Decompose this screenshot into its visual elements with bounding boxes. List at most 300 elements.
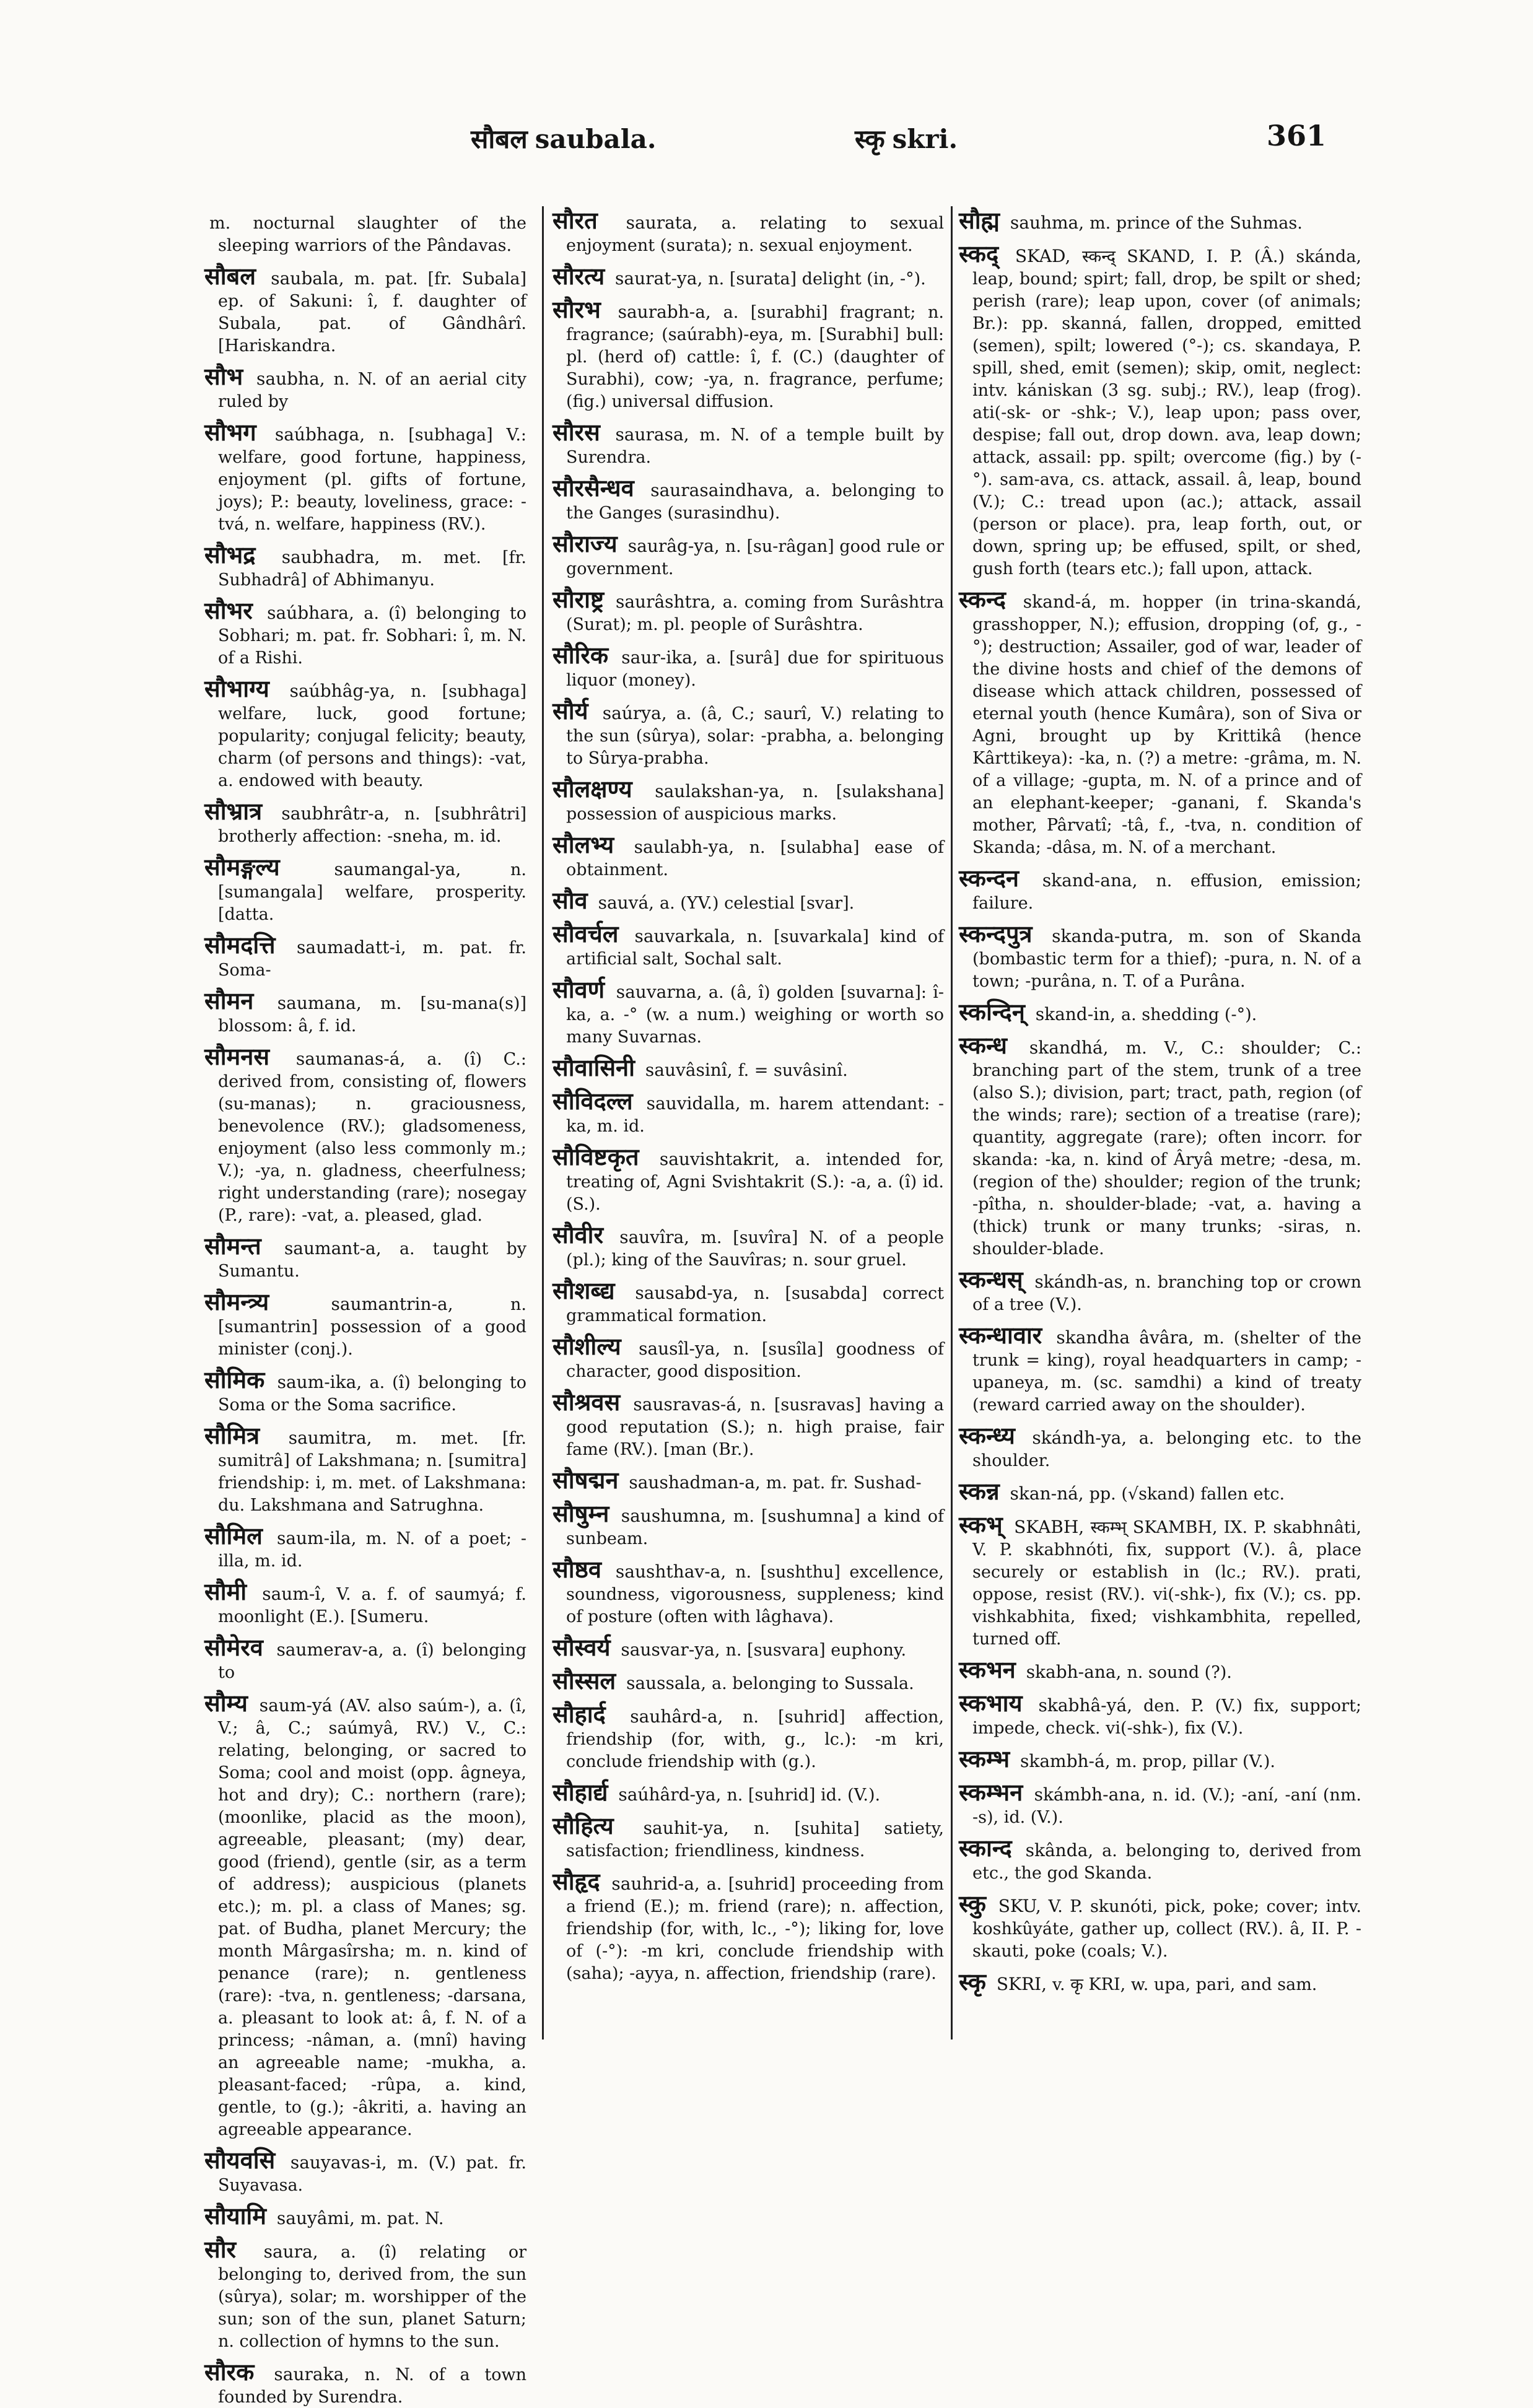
headword-transliteration: sauvarkala, (634, 926, 736, 946)
running-head-left (471, 121, 657, 156)
headword-transliteration: saumana, (277, 993, 362, 1013)
headword-devanagari: स्कन्दिन् (959, 998, 1025, 1026)
entry-definition: f. = suvâsinî. (738, 1061, 848, 1080)
entry-definition: a. belonging to, derived from etc., the god Skanda. (972, 1841, 1361, 1883)
dictionary-entry (552, 418, 944, 468)
headword-devanagari: स्कभाय (959, 1689, 1023, 1717)
dictionary-entry (552, 1388, 944, 1460)
entry-definition: m. pat. [fr. Subala] ep. of Sakuni: î, f. daughter of Subala, pat. of Gândhârî. [Hariskandra. (218, 269, 526, 356)
entry-definition: m. prince of the Suhmas. (1090, 214, 1303, 233)
headword-devanagari: सौवीर (552, 1221, 604, 1249)
entry-definition: n. [subhaga] V.: welfare, good fortune, happiness, enjoyment (pl. gifts of fortune, joys); P.: beauty, loveliness, grace: -tvá, n. welfare, happiness (RV.). (218, 425, 527, 534)
dictionary-entry (204, 2235, 526, 2352)
entry-definition: n. [sumangala] welfare, prosperity. [datta. (218, 860, 526, 924)
dictionary-entry (204, 2202, 526, 2230)
entry-definition: m. (shelter of the trunk = king), royal headquarters in camp; -upaneya, m. (sc. samdhi) a kind of treaty (reward carried away on the shoulder). (972, 1328, 1362, 1415)
headword-transliteration: skanda-putra, (1052, 926, 1174, 946)
headword-devanagari: सौभद्र (204, 541, 256, 569)
headword-transliteration: saulabh-ya, (634, 837, 735, 857)
headword-devanagari: सौम्य (204, 1689, 248, 1717)
headword-devanagari: सौस्सल (552, 1667, 616, 1695)
dictionary-entry (552, 1555, 944, 1628)
entry-definition: m. hopper (in trina-skandá, grasshopper, N.); effusion, dropping (of, g., -°); destruction; Assailer, god of war, leader of the divine hosts and chief of the demons of disease which attack children, possessed of eternal youth (hence Kumâra), son of Siva or Agni, brought up by Krittikâ (hence Kârttikeya): -ka, n. (?) a metre: -grâma, m. N. of a village; -gupta, m. N. of a prince and of an elephant-keeper; -ganani, f. Skanda's mother, Pârvatî; -tâ, f., -tva, n. condition of Skanda; -dâsa, m. N. of a merchant. (972, 593, 1361, 857)
headword-transliteration: skabh-ana, (1026, 1662, 1122, 1682)
entry-definition: a. [surabhi] fragrant; n. fragrance; (saúrabh)-eya, m. [Surabhi] bull: pl. (herd of) cattle: î, f. (C.) (daughter of Surabhi), cow; -ya, n. fragrance, perfume; (fig.) universal diffusion. (566, 303, 944, 411)
running-head-left-word: saubala. (535, 124, 657, 154)
headword-transliteration: sausabd-ya, (635, 1283, 739, 1303)
entry-definition: a. belonging to the Ganges (surasindhu). (566, 481, 944, 523)
headword-devanagari: सौमन्त्र्य (204, 1288, 269, 1315)
dictionary-entry (204, 1366, 527, 1416)
running-head-center (855, 121, 958, 156)
dictionary-entry (959, 1968, 1361, 1996)
dictionary-entry (552, 530, 944, 580)
headword-devanagari: सौवर्ण (552, 975, 605, 1003)
dictionary-entry (204, 596, 526, 669)
headword-transliteration: saurâshtra, (615, 591, 716, 612)
dictionary-entry (552, 585, 945, 635)
headword-transliteration: saumantrin-a, (331, 1294, 453, 1314)
headword-transliteration: skambh-á, (1020, 1751, 1111, 1771)
headword-devanagari: सौमी (204, 1577, 247, 1605)
headword-devanagari: सौमेरव (204, 1633, 263, 1661)
entry-definition: a. taught by Sumantu. (218, 1239, 526, 1281)
headword-devanagari: सौश्रवस (552, 1388, 621, 1416)
dictionary-entry (204, 797, 526, 847)
dictionary-entry (959, 1321, 1362, 1416)
dictionary-entry (552, 975, 944, 1048)
headword-transliteration: skandha âvâra, (1056, 1327, 1194, 1348)
dictionary-entry (204, 1689, 526, 2140)
entry-definition: m. met. [fr. Subhadrâ] of Abhimanyu. (218, 548, 526, 590)
headword-transliteration: skand-in, (1035, 1004, 1116, 1024)
dictionary-column-2 (552, 206, 945, 2142)
dictionary-entry (552, 1332, 944, 1382)
dictionary-entry (959, 1689, 1362, 1739)
dictionary-entry (204, 987, 526, 1037)
entry-definition: n. [sumantrin] possession of a good minister (conj.). (218, 1295, 527, 1359)
dictionary-entry (552, 641, 944, 691)
headword-devanagari: सौविदल्ल (552, 1087, 633, 1115)
entry-definition: m. V., C.: shoulder; C.: branching part of the stem, trunk of a tree (also S.); division, part; tract, path, region (of the winds; rare); section of a treatise (rare); quantity, aggregate (rare); often incorr. for skanda: -ka, n. kind of Âryâ metre; -desa, m. (region of the) shoulder; region of the trunk; -pîtha, n. shoulder-blade; -vat, a. having a (thick) trunk or many trunks; -siras, n. shoulder-blade. (972, 1039, 1361, 1259)
entry-definition: m. [suvîra] N. of a people (pl.); king of the Sauvîras; n. sour gruel. (566, 1228, 945, 1270)
entry-definition: m. N. of a temple built by Surendra. (566, 425, 944, 467)
headword-transliteration: sauvá, (598, 892, 655, 913)
headword-transliteration: sausravas-á, (633, 1394, 742, 1415)
headword-transliteration: saura, (263, 2241, 318, 2262)
headword-devanagari: सौरत्य (552, 262, 605, 290)
entry-definition: n. [susvara] euphony. (725, 1641, 907, 1660)
running-head-center-devanagari: स्कृ (855, 124, 885, 154)
dictionary-entry (552, 1221, 945, 1271)
headword-devanagari: सौवासिनी (552, 1054, 635, 1081)
headword-transliteration: skânda, (1025, 1840, 1094, 1861)
headword-transliteration: saúhârd-ya, (618, 1784, 722, 1805)
entry-definition: m. pat. fr. Sushad- (766, 1473, 922, 1493)
headword-transliteration: sauhit-ya, (643, 1818, 729, 1838)
headword-transliteration: saurata, (626, 212, 698, 233)
entry-definition: m. met. [fr. sumitrâ] of Lakshmana; n. [sumitra] friendship: i, m. met. of Lakshmana: du. Lakshmana and Satrughna. (218, 1429, 527, 1515)
headword-devanagari: सौमिल (204, 1522, 263, 1550)
entry-definition: a. (â, C.; saurî, V.) relating to the sun (sûrya), solar: -prabha, a. belonging to Sûrya-prabha. (566, 704, 945, 768)
headword-devanagari: स्कन्धावार (959, 1321, 1042, 1349)
headword-devanagari: सौरिक (552, 641, 609, 669)
entry-definition: n. effusion, emission; failure. (972, 871, 1361, 913)
entry-definition: n. [suhrid] id. (V.). (727, 1786, 881, 1805)
headword-devanagari: स्कन्ध्य (959, 1421, 1015, 1449)
headword-transliteration: saumant-a, (284, 1238, 382, 1259)
headword-transliteration: sauvîra, (619, 1227, 690, 1247)
dictionary-entry (204, 674, 526, 792)
entry-definition: n. id. (V.); -aní, -aní (nm. -s), id. (V.). (972, 1786, 1362, 1827)
dictionary-entry (204, 1633, 526, 1683)
dictionary-entry (204, 1522, 527, 1572)
dictionary-entry (959, 240, 1362, 580)
headword-devanagari: सौमङ्गल्य (204, 853, 280, 881)
headword-transliteration: sauyâmi, (276, 2208, 355, 2228)
headword-devanagari: सौयामि (204, 2202, 266, 2230)
dictionary-entry (552, 1667, 944, 1695)
headword-transliteration: SKU, (998, 1896, 1041, 1916)
headword-transliteration: saurâg-ya, (627, 536, 720, 556)
entry-definition: m. (V.) pat. fr. Suyavasa. (218, 2153, 526, 2195)
headword-devanagari: सौवर्चल (552, 920, 619, 948)
dictionary-entry (552, 1633, 944, 1661)
dictionary-entry (204, 1042, 526, 1226)
entry-definition: m. prop, pillar (V.). (1116, 1752, 1275, 1771)
dictionary-entry (204, 418, 527, 535)
dictionary-entry (959, 1421, 1362, 1472)
entry-definition: m. harem attendant: -ka, m. id. (566, 1094, 945, 1136)
entry-definition: m. [su-mana(s)] blossom: â, f. id. (218, 994, 526, 1036)
headword-transliteration: skándh-as, (1034, 1272, 1129, 1292)
dictionary-entry (959, 998, 1361, 1026)
dictionary-entry (959, 1265, 1362, 1315)
dictionary-entry (204, 1288, 527, 1360)
headword-transliteration: saubhrâtr-a, (281, 803, 390, 824)
dictionary-entry (959, 585, 1361, 858)
headword-devanagari: सौषुम्न (552, 1499, 609, 1527)
dictionary-entry (552, 295, 944, 412)
entry-definition: a. (î) relating or belonging to, derived from, the sun (sûrya), solar; m. worshipper of the sun; son of the sun, planet Saturn; n. collection of hymns to the sun. (218, 2243, 526, 2351)
headword-devanagari: सौभर (204, 596, 253, 624)
headword-transliteration: saum-ika, (277, 1372, 362, 1392)
headword-transliteration: SKAD, (1015, 246, 1071, 266)
entry-definition: a. belonging etc. to the shoulder. (972, 1429, 1362, 1470)
page-header (0, 0, 1533, 186)
dictionary-entry (552, 1276, 944, 1327)
headword-transliteration: saum-ila, (276, 1528, 357, 1548)
headword-devanagari: सौव (552, 886, 588, 914)
headword-transliteration: saumangal-ya, (334, 859, 461, 879)
headword-transliteration: skan-ná, (1010, 1483, 1084, 1504)
entry-definition: m. son of Skanda (bombastic term for a thief); -pura, n. N. of a town; -purâna, n. T. of a Purâna. (972, 927, 1361, 991)
headword-transliteration: saur-ika, (621, 647, 698, 668)
column-rule-1 (542, 206, 544, 2039)
entry-definition: n. [sulabha] ease of obtainment. (566, 838, 944, 879)
headword-transliteration: saushumna, (621, 1506, 727, 1526)
dictionary-entry (552, 474, 944, 524)
entry-definition: स्कन्द् SKAND, I. P. (Â.) skánda, leap, bound; spirt; fall, drop, be spilt or shed; perish (rare); leap upon, cover (of animals; Br.): pp. skanná, fallen, dropped, emitted (semen), spilt; lowered (°-); cs. skandaya, P. spill, shed, emit (semen); skip, omit, neglect: intv. kániskan (3 sg. subj.; RV.), leap (frog). ati(-sk- or -shk-; V.), leap upon; pass over, despise; fall out, drop down. ava, leap down; attack, assail: pp. spilt; overcome (fig.) by (-°). sam-ava, cs. attack, assail. â, leap, bound (V.); C.: tread upon (ac.); attack, assail (person or place). pra, leap forth, out, or down, spring up; be effused, spilt, or shed, gush forth (tears etc.); fall upon, attack. (972, 247, 1362, 578)
entry-definition: a. [suhrid] proceeding from a friend (E.); m. friend (rare); n. affection, friendship (for, with, lc., -°); liking for, love of (-°): -m kri, conclude friendship with (saha); -ayya, n. affection, friendship (rare). (566, 1875, 944, 1983)
headword-transliteration: saumerav-a, (276, 1639, 384, 1660)
dictionary-entry (552, 1499, 944, 1550)
headword-transliteration: sausîl-ya, (639, 1338, 721, 1359)
headword-devanagari: सौरसैन्धव (552, 474, 634, 502)
dictionary-entry (204, 1232, 526, 1282)
entry-definition: a. intended for, treating of, Agni Svishtakrit (S.): -a, a. (î) id. (S.). (566, 1150, 945, 1214)
headword-transliteration: skandhá, (1029, 1037, 1109, 1058)
dictionary-entry (552, 1143, 945, 1215)
headword-transliteration: skabhâ-yá, (1038, 1695, 1133, 1716)
headword-devanagari: सौरभ (552, 295, 601, 323)
headword-devanagari: सौरक (204, 2358, 255, 2386)
headword-devanagari: सौमनस (204, 1042, 270, 1070)
headword-transliteration: saumanas-á, (295, 1049, 406, 1069)
entry-definition: n. branching top or crown of a tree (V.). (972, 1273, 1362, 1314)
entry-definition: den. P. (V.) fix, support; impede, check. vi(-shk-), fix (V.). (972, 1696, 1362, 1738)
entry-definition: n. [suhita] satiety, satisfaction; friendliness, kindness. (566, 1819, 944, 1861)
headword-devanagari: स्कान्द (959, 1834, 1012, 1862)
headword-transliteration: sauvidalla, (646, 1093, 741, 1114)
entry-definition: n. [susravas] having a good reputation (S.); n. high praise, fair fame (RV.). [man (Br.). (566, 1395, 944, 1459)
headword-transliteration: saubha, (256, 369, 325, 389)
headword-transliteration: saúrya, (602, 703, 667, 723)
entry-definition: v. कृ KRI, w. upa, pari, and sam. (1052, 1975, 1317, 1994)
headword-devanagari: सौलक्षण्य (552, 775, 632, 803)
headword-devanagari: सौहार्द (552, 1700, 606, 1728)
headword-devanagari: स्कन्न (959, 1477, 1000, 1505)
dictionary-entry (204, 2358, 527, 2408)
dictionary-entry (552, 1700, 944, 1773)
headword-devanagari: सौबल (204, 262, 256, 290)
entry-definition: m. N. of a poet; -illa, m. id. (218, 1529, 527, 1571)
headword-devanagari: सौर (204, 2235, 237, 2263)
dictionary-entry (552, 1466, 944, 1494)
headword-transliteration: saúbhaga, (274, 424, 365, 445)
page-number: 361 (1267, 119, 1327, 152)
headword-devanagari: स्कभ् (959, 1511, 1003, 1538)
headword-transliteration: saúbhara, (267, 603, 354, 623)
entry-definition: n. N. of a town founded by Surendra. (218, 2365, 527, 2407)
headword-transliteration: sauhrid-a, (611, 1874, 700, 1894)
headword-transliteration: saurasaindhava, (650, 480, 794, 500)
dictionary-entry (959, 1031, 1361, 1260)
headword-devanagari: स्कन्ध (959, 1031, 1007, 1059)
dictionary-entry (959, 864, 1361, 914)
dictionary-entry (204, 1421, 527, 1516)
headword-devanagari: स्कृ (959, 1968, 986, 1996)
headword-devanagari: सौशील्य (552, 1332, 621, 1360)
entry-definition: a. relating to sexual enjoyment (surata); n. sexual enjoyment. (566, 214, 944, 255)
headword-devanagari: सौरत (552, 206, 598, 234)
dictionary-entry (959, 1834, 1361, 1884)
dictionary-entry (552, 1778, 944, 1806)
entry-definition: a. [surâ] due for spirituous liquor (money). (566, 648, 944, 690)
dictionary-entry (959, 1745, 1361, 1773)
headword-devanagari: सौमन (204, 987, 254, 1014)
dictionary-entry (552, 886, 944, 914)
column-rule-2 (951, 206, 953, 2039)
headword-devanagari: स्कन्दन (959, 864, 1019, 892)
headword-devanagari: स्कद् (959, 240, 999, 268)
dictionary-entry (204, 209, 526, 256)
dictionary-entry (552, 831, 944, 881)
headword-devanagari: सौभ्रात्र (204, 797, 263, 825)
dictionary-entry (204, 931, 526, 981)
running-head-left-devanagari: सौबल (471, 124, 528, 154)
headword-transliteration: sauyavas-i, (290, 2152, 387, 2173)
entry-definition: (AV. also saúm-), a. (î, V.; â, C.; saúmyâ, RV.) V., C.: relating, belonging, or sacred to Soma; cool and moist (opp. âgneya, hot and dry); C.: northern (rare); (moonlike, placid as the moon), agreeable, pleasant; (my) dear, good (friend), gentle (sir, as a term of address); auspicious (planets etc.); m. pl. a class of Manes; sg. pat. of Budha, planet Mercury; the month Mârgasîrsha; m. n. kind of penance (rare); n. gentleness (rare): -tva, n. gentleness; -darsana, a. pleasant to look at: â, f. N. of a princess; -nâman, a. (mnî) having an agreeable name; -mukha, a. pleasant-faced; -rûpa, a. kind, gentle, to (g.); -âkriti, a. having an agreeable appearance. (218, 1696, 526, 2139)
entry-definition: a. coming from Surâshtra (Surat); m. pl. people of Surâshtra. (566, 593, 945, 634)
entry-definition: n. [subhaga] welfare, luck, good fortune; popularity; conjugal felicity; beauty, charm (of persons and things): -vat, a. endowed with beauty. (218, 682, 526, 790)
entry-definition: n. [sulakshana] possession of auspicious marks. (566, 782, 944, 824)
dictionary-entry (552, 920, 944, 970)
headword-transliteration: skand-á, (1023, 591, 1097, 612)
headword-devanagari: स्कम्भ (959, 1745, 1010, 1773)
dictionary-column-3 (959, 206, 1362, 2142)
headword-transliteration: skand-ana, (1042, 870, 1138, 891)
headword-devanagari: सौलभ्य (552, 831, 614, 858)
headword-transliteration: saumitra, (288, 1428, 372, 1448)
headword-transliteration: sauvishtakrit, (659, 1149, 780, 1169)
headword-devanagari: सौषद्मन (552, 1466, 619, 1494)
running-head-center-word: skri. (892, 124, 958, 154)
headword-transliteration: saussala, (626, 1673, 707, 1693)
headword-devanagari: सौयवसि (204, 2146, 276, 2174)
dictionary-entry (552, 262, 944, 290)
entry-definition: n. [suvarkala] kind of artificial salt, Sochal salt. (566, 927, 944, 969)
dictionary-entry (204, 2146, 526, 2196)
dictionary-entry (552, 1054, 944, 1081)
headword-transliteration: SKRI, (996, 1974, 1047, 1994)
headword-devanagari: सौस्वर्य (552, 1633, 611, 1661)
dictionary-entry (552, 775, 944, 825)
headword-transliteration: SKABH, (1014, 1517, 1085, 1537)
entry-definition: n. [susabda] correct grammatical formation. (566, 1284, 944, 1325)
headword-devanagari: सौहृद (552, 1867, 600, 1895)
headword-transliteration: saum-î, (262, 1584, 326, 1604)
headword-transliteration: sauvâsinî, (645, 1060, 733, 1080)
dictionary-entry (552, 697, 945, 769)
entry-definition: m. [sushumna] a kind of sunbeam. (566, 1507, 944, 1548)
dictionary-entry (204, 1577, 527, 1628)
entry-definition: a. (YV.) celestial [svar]. (660, 894, 855, 913)
headword-devanagari: स्कु (959, 1890, 986, 1917)
headword-transliteration: saurat-ya, (615, 268, 703, 289)
headword-devanagari: स्कन्धस् (959, 1265, 1023, 1293)
entry-definition: n. [sushthu] excellence, soundness, vigorousness, suppleness; kind of posture (often with lâghava). (566, 1563, 944, 1626)
headword-transliteration: sauhma, (1010, 212, 1085, 233)
headword-transliteration: saulakshan-ya, (655, 781, 785, 801)
headword-devanagari: सौमन्त (204, 1232, 261, 1260)
entry-definition: pp. (√skand) fallen etc. (1089, 1485, 1285, 1504)
entry-definition: m. nocturnal slaughter of the sleeping warriors of the Pândavas. (209, 214, 526, 255)
entry-definition: V. P. skunóti, pick, poke; cover; intv. koshkûyáte, gather up, collect (RV.). â, II. P. -skauti, poke (coals; V.). (972, 1897, 1361, 1961)
headword-transliteration: saúbhâg-ya, (289, 681, 396, 701)
entry-definition: a. shedding (-°). (1120, 1005, 1257, 1024)
headword-transliteration: saushthav-a, (615, 1561, 727, 1582)
entry-definition: m. pat. N. (360, 2209, 444, 2228)
entry-definition: n. sound (?). (1127, 1663, 1232, 1682)
dictionary-entry (959, 1890, 1361, 1962)
entry-definition: a. belonging to Sussala. (712, 1674, 914, 1693)
entry-definition: n. [susîla] goodness of character, good disposition. (566, 1340, 944, 1381)
dictionary-entry (959, 1778, 1362, 1828)
dictionary-entry (552, 1867, 944, 1984)
headword-devanagari: सौमदत्ति (204, 931, 276, 959)
entry-definition: n. N. of an aerial city ruled by (218, 370, 527, 411)
headword-devanagari: सौराज्य (552, 530, 618, 557)
headword-transliteration: saum-yá (259, 1695, 333, 1716)
headword-transliteration: sauvarna, (616, 982, 702, 1002)
headword-devanagari: सौशब्द्य (552, 1276, 615, 1304)
headword-devanagari: सौहित्य (552, 1812, 614, 1839)
entry-definition: a. (î) belonging to (218, 1641, 526, 1682)
entry-definition: a. (î) belonging to Soma or the Soma sacrifice. (218, 1373, 527, 1415)
dictionary-entry (204, 541, 526, 591)
headword-devanagari: स्कन्द (959, 585, 1006, 613)
headword-devanagari: सौविष्टकृत (552, 1143, 639, 1171)
headword-devanagari: स्कम्भन (959, 1778, 1023, 1806)
headword-transliteration: skándh-ya, (1032, 1428, 1127, 1448)
dictionary-entry (204, 853, 526, 925)
dictionary-entry (959, 1656, 1361, 1683)
entry-definition: स्कम्भ् SKAMBH, IX. P. skabhnâti, V. P. skabhnóti, fix, support (V.). â, place securely or establish in (lc.; RV.). prati, oppose, resist (RV.). vi(-shk-), fix (V.); cs. pp. vishkabhita, fixed; vishkambhita, repelled, turned off. (972, 1518, 1362, 1649)
headword-devanagari: स्कभन (959, 1656, 1016, 1683)
headword-devanagari: सौभाग्य (204, 674, 269, 702)
headword-devanagari: सौह्म (959, 206, 1000, 234)
headword-transliteration: saumadatt-i, (297, 937, 406, 958)
dictionary-entry (204, 262, 526, 357)
entry-definition: a. (î) belonging to Sobhari; m. pat. fr. Sobhari: î, m. N. of a Rishi. (218, 604, 526, 668)
dictionary-entry (959, 206, 1361, 234)
headword-transliteration: saurasa, (615, 424, 689, 445)
headword-devanagari: सौरस (552, 418, 600, 446)
headword-devanagari: सौर्य (552, 697, 588, 725)
dictionary-entry (204, 362, 527, 412)
entry-definition: V. a. f. of saumyá; f. moonlight (E.). [Sumeru. (218, 1585, 527, 1626)
entry-definition: n. [suhrid] affection, friendship (for, with, g., lc.): -m kri, conclude friendship with (g.). (566, 1708, 944, 1771)
entry-definition: m. pat. fr. Soma- (218, 938, 526, 980)
dictionary-entry (959, 1511, 1362, 1650)
headword-transliteration: sauraka, (274, 2364, 350, 2384)
entry-definition: n. [subhrâtri] brotherly affection: -sneha, m. id. (218, 805, 526, 846)
headword-transliteration: saubala, (271, 268, 344, 289)
headword-devanagari: सौमित्र (204, 1421, 260, 1449)
headword-devanagari: सौष्ठव (552, 1555, 602, 1583)
headword-transliteration: sausvar-ya, (621, 1639, 720, 1660)
headword-devanagari: स्कन्दपुत्र (959, 920, 1033, 948)
entry-definition: n. [su-râgan] good rule or government. (566, 537, 944, 578)
headword-devanagari: सौभ (204, 362, 243, 390)
entry-definition: a. (î) C.: derived from, consisting of, flowers (su-manas); n. graciousness, benevolence (RV.); gladsomeness, enjoyment (also less commonly m.; V.); -ya, n. gladness, cheerfulness; right understanding (rare); nosegay (P., rare): -vat, a. pleased, glad. (218, 1050, 526, 1225)
dictionary-entry (552, 206, 944, 256)
dictionary-entry (552, 1087, 945, 1137)
headword-devanagari: सौराष्ट्र (552, 585, 605, 613)
headword-transliteration: saushadman-a, (629, 1472, 761, 1493)
headword-devanagari: सौमिक (204, 1366, 265, 1394)
headword-transliteration: sauhârd-a, (630, 1706, 723, 1727)
dictionary-entry (959, 920, 1361, 992)
dictionary-entry (552, 1812, 944, 1862)
dictionary-column-1 (204, 209, 527, 2407)
entry-definition: n. [surata] delight (in, -°). (708, 269, 926, 289)
headword-devanagari: सौभग (204, 418, 256, 446)
headword-transliteration: saubhadra, (281, 547, 380, 567)
entry-definition: a. (â, î) golden [suvarna]: î-ka, a. -° (w. a num.) weighing or worth so many Suvarnas. (566, 983, 944, 1047)
headword-transliteration: skámbh-ana, (1034, 1784, 1146, 1805)
